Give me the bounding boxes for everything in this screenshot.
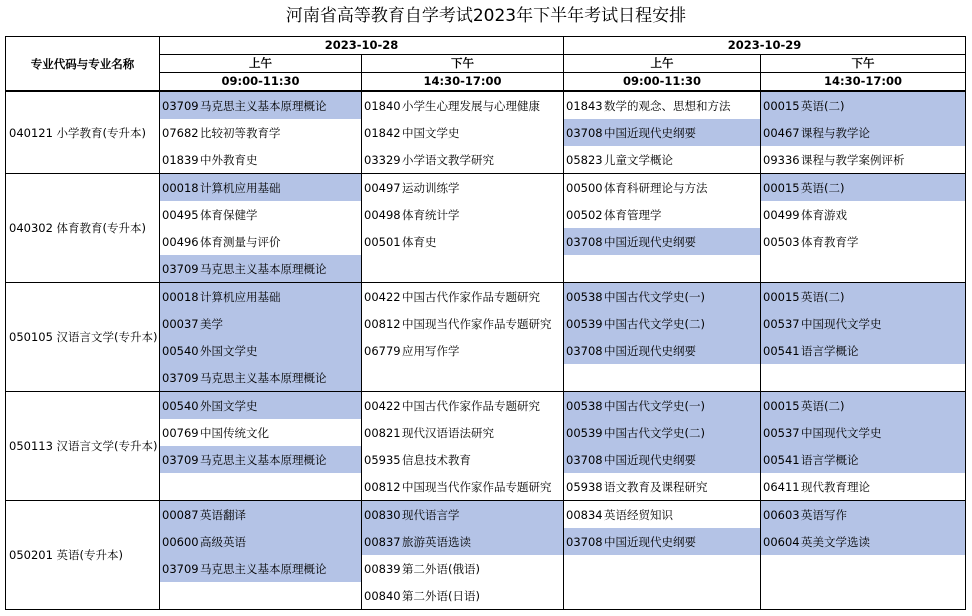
- course-name: 体育科研理论与方法: [604, 180, 708, 195]
- course-name: 中外教育史: [200, 152, 258, 167]
- course-name: 中国现当代作家作品专题研究: [402, 316, 552, 331]
- course-name: 英语(二): [801, 289, 845, 304]
- table-row: [6, 501, 966, 529]
- course-cell: [564, 283, 761, 311]
- course-code: 00538: [566, 398, 603, 413]
- course-name: 英语经贸知识: [604, 507, 673, 522]
- course-name: 英美文学选读: [801, 534, 870, 549]
- course-cell: [160, 419, 362, 446]
- course-name: 第二外语(俄语): [402, 561, 480, 576]
- course-code: 03709: [162, 261, 199, 276]
- course-name: 语言学概论: [801, 452, 859, 467]
- course-name: 中国近现代史纲要: [604, 452, 696, 467]
- course-name: 马克思主义基本原理概论: [200, 261, 327, 276]
- course-code: 03329: [364, 152, 401, 167]
- course-code: 05938: [566, 479, 603, 494]
- table-row: [6, 392, 966, 420]
- course-code: 00495: [162, 207, 199, 222]
- course-name: 体育测量与评价: [200, 234, 281, 249]
- course-code: 00540: [162, 343, 199, 358]
- course-code: 00812: [364, 316, 401, 331]
- page-title: 河南省高等教育自学考试2023年下半年考试日程安排: [285, 6, 687, 26]
- course-code: 00497: [364, 180, 401, 195]
- course-code: 00539: [566, 425, 603, 440]
- course-code: 00540: [162, 398, 199, 413]
- course-code: 03708: [566, 343, 603, 358]
- course-code: 03708: [566, 452, 603, 467]
- course-code: 00422: [364, 289, 401, 304]
- course-name: 中国传统文化: [200, 425, 269, 440]
- course-code: 00015: [763, 98, 800, 113]
- course-name: 体育保健学: [200, 207, 258, 222]
- course-cell: [761, 419, 966, 446]
- table-row: [6, 91, 966, 119]
- time-header: 09:00-11:30: [160, 73, 362, 92]
- course-cell: [564, 119, 761, 146]
- course-cell: [362, 310, 564, 337]
- course-code: 00539: [566, 316, 603, 331]
- course-name: 马克思主义基本原理概论: [200, 561, 327, 576]
- period-header: 上午: [160, 55, 362, 73]
- course-code: 06779: [364, 343, 401, 358]
- course-cell: [160, 446, 362, 473]
- course-cell: [362, 392, 564, 420]
- period-header: 上午: [564, 55, 761, 73]
- course-code: 00604: [763, 534, 800, 549]
- date-header-1: 2023-10-28: [160, 37, 564, 55]
- date-header-2: 2023-10-29: [564, 37, 966, 55]
- course-name: 体育管理学: [604, 207, 662, 222]
- time-header: 14:30-17:00: [362, 73, 564, 92]
- exam-schedule-table: [5, 36, 966, 610]
- course-code: 05935: [364, 452, 401, 467]
- course-cell: [362, 582, 564, 610]
- course-name: 现代汉语语法研究: [402, 425, 494, 440]
- course-code: 00537: [763, 316, 800, 331]
- course-code: 00821: [364, 425, 401, 440]
- course-name: 计算机应用基础: [200, 289, 281, 304]
- course-cell: [362, 255, 564, 283]
- course-name: 比较初等教育学: [200, 125, 281, 140]
- table-row: [6, 174, 966, 202]
- course-cell: [761, 310, 966, 337]
- course-cell: [761, 582, 966, 610]
- course-name: 运动训练学: [402, 180, 460, 195]
- course-code: 00502: [566, 207, 603, 222]
- course-code: 00503: [763, 234, 800, 249]
- course-code: 00603: [763, 507, 800, 522]
- course-cell: [160, 392, 362, 420]
- course-cell: [160, 228, 362, 255]
- course-cell: [761, 555, 966, 582]
- course-cell: [761, 364, 966, 392]
- course-cell: [564, 446, 761, 473]
- course-name: 马克思主义基本原理概论: [200, 370, 327, 385]
- course-name: 中国近现代史纲要: [604, 534, 696, 549]
- course-cell: [160, 255, 362, 283]
- course-name: 信息技术教育: [402, 452, 471, 467]
- course-cell: [362, 119, 564, 146]
- course-name: 语言学概论: [801, 343, 859, 358]
- course-name: 高级英语: [200, 534, 246, 549]
- course-name: 旅游英语选读: [402, 534, 471, 549]
- course-name: 体育统计学: [402, 207, 460, 222]
- course-name: 课程与教学论: [801, 125, 870, 140]
- course-code: 09336: [763, 152, 800, 167]
- course-cell: [564, 528, 761, 555]
- period-header: 下午: [362, 55, 564, 73]
- course-cell: [761, 146, 966, 174]
- course-name: 课程与教学案例评析: [801, 152, 905, 167]
- course-name: 中国古代文学史(一): [604, 398, 705, 413]
- course-code: 00018: [162, 180, 199, 195]
- course-name: 中国现代文学史: [801, 316, 882, 331]
- course-name: 儿童文学概论: [604, 152, 673, 167]
- course-code: 00769: [162, 425, 199, 440]
- course-code: 03709: [162, 452, 199, 467]
- course-cell: [761, 528, 966, 555]
- course-cell: [564, 255, 761, 283]
- course-code: 00015: [763, 289, 800, 304]
- major-name: 040302 体育教育(专升本): [6, 174, 160, 283]
- major-name: 050201 英语(专升本): [6, 501, 160, 610]
- course-code: 00018: [162, 289, 199, 304]
- course-name: 小学语文教学研究: [402, 152, 494, 167]
- course-code: 00015: [763, 398, 800, 413]
- course-code: 00037: [162, 316, 199, 331]
- course-name: 计算机应用基础: [200, 180, 281, 195]
- course-name: 英语(二): [801, 98, 845, 113]
- course-cell: [362, 473, 564, 501]
- course-cell: [362, 283, 564, 311]
- course-code: 00840: [364, 588, 401, 603]
- course-cell: [564, 364, 761, 392]
- course-cell: [564, 174, 761, 202]
- course-code: 07682: [162, 125, 199, 140]
- course-code: 00087: [162, 507, 199, 522]
- course-cell: [564, 392, 761, 420]
- course-cell: [362, 364, 564, 392]
- course-cell: [160, 119, 362, 146]
- course-code: 00830: [364, 507, 401, 522]
- course-code: 00839: [364, 561, 401, 576]
- course-name: 英语(二): [801, 180, 845, 195]
- course-code: 00501: [364, 234, 401, 249]
- time-header: 14:30-17:00: [761, 73, 966, 92]
- course-name: 中国古代文学史(二): [604, 316, 705, 331]
- course-cell: [761, 473, 966, 501]
- course-cell: [564, 473, 761, 501]
- course-name: 英语(二): [801, 398, 845, 413]
- course-cell: [362, 419, 564, 446]
- period-header: 下午: [761, 55, 966, 73]
- course-code: 00422: [364, 398, 401, 413]
- course-cell: [761, 501, 966, 529]
- course-name: 小学生心理发展与心理健康: [402, 98, 540, 113]
- course-cell: [160, 473, 362, 501]
- course-name: 中国文学史: [402, 125, 460, 140]
- course-code: 00834: [566, 507, 603, 522]
- course-name: 中国古代作家作品专题研究: [402, 398, 540, 413]
- course-cell: [160, 501, 362, 529]
- course-code: 00537: [763, 425, 800, 440]
- course-cell: [362, 528, 564, 555]
- date-header-row: [6, 37, 966, 55]
- course-cell: [761, 283, 966, 311]
- course-name: 马克思主义基本原理概论: [200, 452, 327, 467]
- course-name: 中国近现代史纲要: [604, 125, 696, 140]
- course-code: 00498: [364, 207, 401, 222]
- course-code: 03709: [162, 561, 199, 576]
- major-name: 040121 小学教育(专升本): [6, 91, 160, 174]
- course-cell: [160, 91, 362, 119]
- course-cell: [761, 91, 966, 119]
- course-cell: [761, 228, 966, 255]
- course-name: 中国近现代史纲要: [604, 343, 696, 358]
- course-cell: [564, 337, 761, 364]
- course-name: 马克思主义基本原理概论: [200, 98, 327, 113]
- course-code: 03708: [566, 234, 603, 249]
- course-name: 体育史: [402, 234, 437, 249]
- course-cell: [160, 201, 362, 228]
- course-code: 00541: [763, 452, 800, 467]
- course-code: 00015: [763, 180, 800, 195]
- course-name: 英语翻译: [200, 507, 246, 522]
- course-cell: [362, 91, 564, 119]
- course-cell: [564, 91, 761, 119]
- course-code: 03709: [162, 98, 199, 113]
- course-name: 语文教育及课程研究: [604, 479, 708, 494]
- course-code: 01839: [162, 152, 199, 167]
- course-cell: [160, 337, 362, 364]
- course-cell: [761, 255, 966, 283]
- course-code: 00600: [162, 534, 199, 549]
- course-code: 00467: [763, 125, 800, 140]
- course-name: 中国现当代作家作品专题研究: [402, 479, 552, 494]
- course-cell: [362, 446, 564, 473]
- course-cell: [362, 228, 564, 255]
- course-name: 应用写作学: [402, 343, 460, 358]
- course-code: 00500: [566, 180, 603, 195]
- course-cell: [564, 146, 761, 174]
- course-cell: [564, 310, 761, 337]
- course-name: 中国古代文学史(一): [604, 289, 705, 304]
- course-name: 中国现代文学史: [801, 425, 882, 440]
- course-cell: [761, 119, 966, 146]
- course-cell: [160, 310, 362, 337]
- course-code: 00496: [162, 234, 199, 249]
- course-cell: [564, 419, 761, 446]
- course-name: 第二外语(日语): [402, 588, 480, 603]
- course-code: 05823: [566, 152, 603, 167]
- course-code: 01842: [364, 125, 401, 140]
- course-code: 00837: [364, 534, 401, 549]
- course-cell: [160, 174, 362, 202]
- course-cell: [564, 228, 761, 255]
- course-name: 中国古代文学史(二): [604, 425, 705, 440]
- course-code: 03708: [566, 125, 603, 140]
- course-cell: [160, 582, 362, 610]
- course-cell: [362, 555, 564, 582]
- course-cell: [160, 283, 362, 311]
- course-cell: [761, 201, 966, 228]
- course-name: 现代教育理论: [801, 479, 870, 494]
- course-name: 中国近现代史纲要: [604, 234, 696, 249]
- schedule-body: [6, 91, 966, 610]
- table-row: [6, 283, 966, 311]
- course-code: 00538: [566, 289, 603, 304]
- course-cell: [761, 174, 966, 202]
- course-cell: [564, 582, 761, 610]
- course-name: 美学: [200, 316, 223, 331]
- course-code: 00541: [763, 343, 800, 358]
- course-cell: [362, 201, 564, 228]
- course-cell: [160, 555, 362, 582]
- major-column-header: 专业代码与专业名称: [6, 37, 160, 92]
- major-name: 050105 汉语言文学(专升本): [6, 283, 160, 392]
- course-cell: [564, 555, 761, 582]
- course-name: 中国古代作家作品专题研究: [402, 289, 540, 304]
- major-name: 050113 汉语言文学(专升本): [6, 392, 160, 501]
- course-code: 01840: [364, 98, 401, 113]
- course-cell: [160, 146, 362, 174]
- course-code: 01843: [566, 98, 603, 113]
- course-name: 体育游戏: [801, 207, 847, 222]
- course-code: 06411: [763, 479, 800, 494]
- course-cell: [362, 146, 564, 174]
- course-code: 00499: [763, 207, 800, 222]
- time-header: 09:00-11:30: [564, 73, 761, 92]
- course-name: 外国文学史: [200, 343, 258, 358]
- course-code: 00812: [364, 479, 401, 494]
- course-cell: [362, 501, 564, 529]
- course-name: 体育教育学: [801, 234, 859, 249]
- course-cell: [761, 446, 966, 473]
- course-cell: [160, 528, 362, 555]
- course-name: 外国文学史: [200, 398, 258, 413]
- course-cell: [564, 501, 761, 529]
- course-cell: [761, 392, 966, 420]
- course-cell: [160, 364, 362, 392]
- course-cell: [362, 337, 564, 364]
- course-cell: [564, 201, 761, 228]
- course-code: 03709: [162, 370, 199, 385]
- course-cell: [761, 337, 966, 364]
- course-name: 英语写作: [801, 507, 847, 522]
- course-name: 数学的观念、思想和方法: [604, 98, 731, 113]
- course-code: 03708: [566, 534, 603, 549]
- course-name: 现代语言学: [402, 507, 460, 522]
- course-cell: [362, 174, 564, 202]
